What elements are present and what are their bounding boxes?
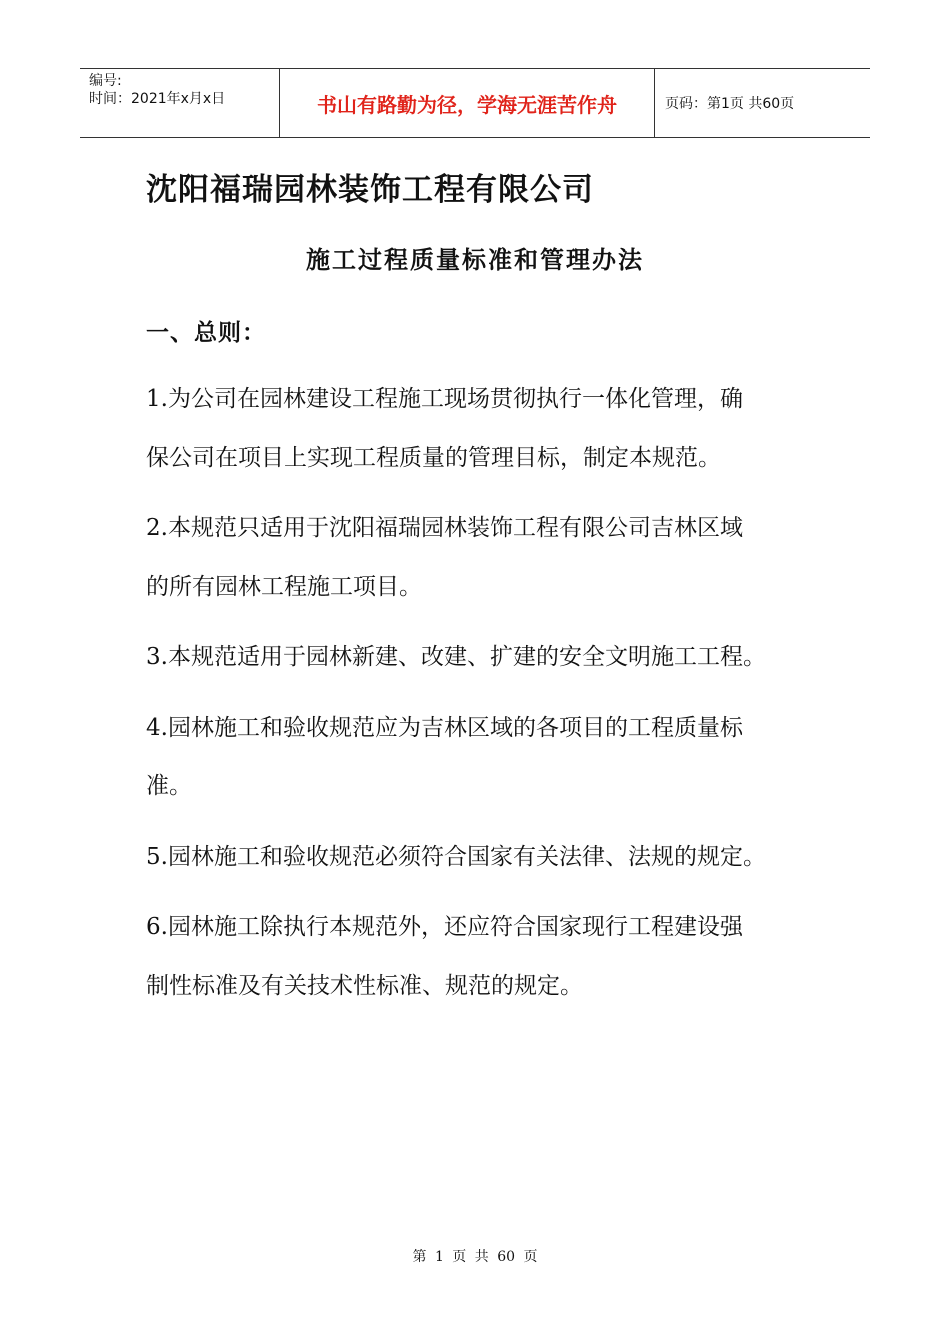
paragraph-line: 1.为公司在园林建设工程施工现场贯彻执行一体化管理，确	[146, 386, 743, 412]
paragraph	[146, 828, 826, 887]
paragraph-line: 的所有园林工程施工项目。	[146, 573, 422, 600]
document-number-label: 编号:	[89, 73, 122, 89]
header-meta	[80, 69, 280, 137]
document-title: 施工过程质量标准和管理办法	[306, 245, 644, 274]
paragraph-line: 6.园林施工除执行本规范外，还应符合国家现行工程建设强	[146, 914, 743, 940]
paragraph-line: 4.园林施工和验收规范应为吉林区域的各项目的工程质量标	[146, 714, 743, 741]
page-header	[80, 68, 870, 138]
paragraph-line: 3.本规范适用于园林新建、改建、扩建的安全文明施工工程。	[146, 644, 766, 670]
paragraph-line: 5.园林施工和验收规范必须符合国家有关法律、法规的规定。	[146, 843, 766, 870]
paragraph-line: 准。	[146, 773, 192, 799]
paragraph	[146, 898, 826, 1015]
paragraph-line: 2.本规范只适用于沈阳福瑞园林装饰工程有限公司吉林区域	[146, 515, 743, 541]
paragraph	[146, 628, 826, 687]
document-time-label: 时间：2021年x月x日	[89, 91, 226, 107]
page-footer: 第 1 页 共 60 页	[412, 1249, 538, 1265]
body-paragraphs	[146, 370, 826, 1027]
paragraph	[146, 699, 826, 816]
header-motto: 书山有路勤为径，学海无涯苦作舟	[280, 69, 655, 137]
company-name: 沈阳福瑞园林装饰工程有限公司	[146, 172, 594, 208]
header-page-info: 页码：第1页 共60页	[665, 96, 795, 112]
paragraph-line: 制性标准及有关技术性标准、规范的规定。	[146, 972, 583, 999]
paragraph-line: 保公司在项目上实现工程质量的管理目标，制定本规范。	[146, 444, 721, 471]
section-heading: 一、总则：	[146, 319, 266, 346]
paragraph	[146, 370, 826, 487]
paragraph	[146, 499, 826, 616]
